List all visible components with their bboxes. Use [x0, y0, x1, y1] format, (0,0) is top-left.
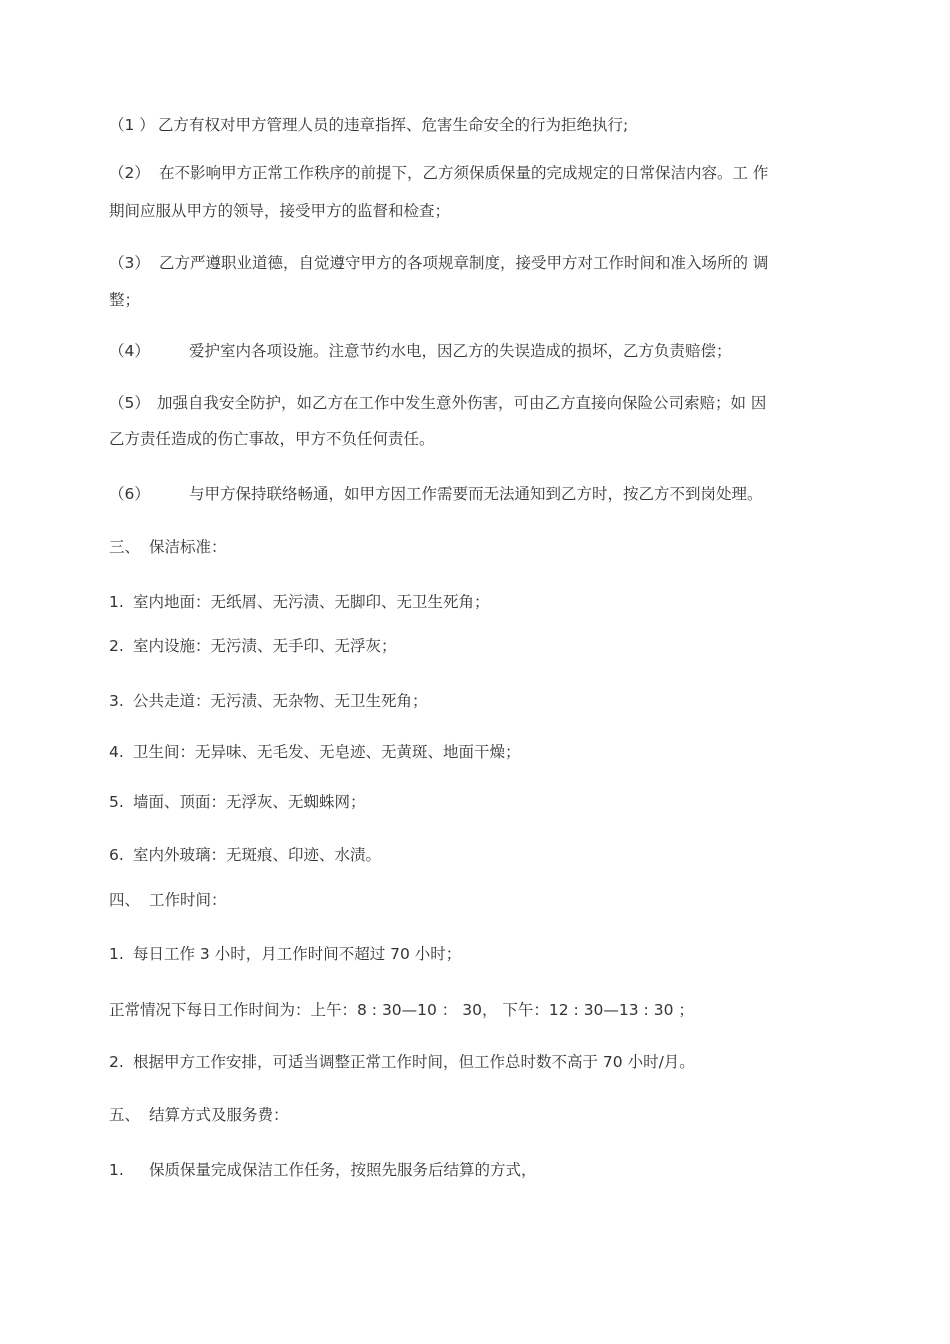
schedule-line: [109, 1000, 839, 1020]
section-number: 四、: [109, 891, 141, 909]
item-number: 1.: [109, 1161, 124, 1179]
item-number: 3.: [109, 692, 124, 710]
clause-text: 乙方责任造成的伤亡事故，甲方不负任何责任。: [109, 430, 435, 448]
clause-text: 与甲方保持联络畅通，如甲方因工作需要而无法通知到乙方时，按乙方不到岗处理。: [189, 485, 763, 503]
section-number: 五、: [109, 1106, 141, 1124]
section-title: 工作时间：: [149, 891, 227, 909]
clause-text: 乙方严遵职业道德，自觉遵守甲方的各项规章制度，接受甲方对工作时间和准入场所的 调: [159, 254, 769, 272]
clause-number: （3）: [109, 254, 150, 272]
clause-line: [109, 393, 839, 413]
clause-line: [109, 163, 839, 183]
item-text: 根据甲方工作安排，可适当调整正常工作时间，但工作总时数不高于 70 小时/月。: [133, 1053, 695, 1071]
clause-text: 整；: [109, 291, 141, 309]
item-number: 6.: [109, 846, 124, 864]
item-number: 4.: [109, 743, 124, 761]
item-text: 公共走道：无污渍、无杂物、无卫生死角；: [133, 692, 428, 710]
schedule-text: 正常情况下每日工作时间为：上午：8 : 30—10 ： 30， 下午：12 : 30—13 : 30 ；: [109, 1001, 694, 1019]
section-heading: [109, 890, 839, 910]
clause-text: 乙方有权对甲方管理人员的违章指挥、危害生命安全的行为拒绝执行;: [158, 116, 629, 134]
item-number: 5.: [109, 793, 124, 811]
clause-text: 期间应服从甲方的领导，接受甲方的监督和检查；: [109, 202, 451, 220]
list-item: [109, 944, 839, 964]
item-number: 1.: [109, 593, 124, 611]
clause-text: 爱护室内各项设施。注意节约水电，因乙方的失误造成的损坏，乙方负责赔偿；: [189, 342, 732, 360]
list-item: [109, 845, 839, 865]
clause-line: [109, 341, 839, 361]
item-number: 2.: [109, 1053, 124, 1071]
item-text: 室内外玻璃：无斑痕、印迹、水渍。: [133, 846, 382, 864]
clause-number: （5）: [109, 394, 150, 412]
item-text: 墙面、顶面：无浮灰、无蜘蛛网；: [133, 793, 366, 811]
item-text: 每日工作 3 小时，月工作时间不超过 70 小时；: [133, 945, 462, 963]
clause-line: [109, 201, 839, 221]
clause-line: [109, 429, 839, 449]
clause-number: （2）: [109, 164, 150, 182]
section-title: 结算方式及服务费：: [149, 1106, 289, 1124]
section-heading: [109, 1105, 839, 1125]
list-item: [109, 592, 839, 612]
list-item: [109, 742, 839, 762]
item-text: 保质保量完成保洁工作任务，按照先服务后结算的方式，: [149, 1161, 537, 1179]
clause-line: [109, 484, 839, 504]
clause-number: （1 ）: [109, 116, 155, 134]
clause-line: [109, 290, 839, 310]
section-title: 保洁标准：: [149, 538, 227, 556]
item-number: 2.: [109, 637, 124, 655]
clause-text: 加强自我安全防护，如乙方在工作中发生意外伤害，可由乙方直接向保险公司索赔；如 因: [157, 394, 767, 412]
clause-number: （6）: [109, 485, 150, 503]
item-number: 1.: [109, 945, 124, 963]
section-number: 三、: [109, 538, 141, 556]
list-item: [109, 691, 839, 711]
list-item: [109, 792, 839, 812]
list-item: [109, 1052, 839, 1072]
clause-text: 在不影响甲方正常工作秩序的前提下，乙方须保质保量的完成规定的日常保洁内容。工 作: [159, 164, 769, 182]
section-heading: [109, 537, 839, 557]
item-text: 室内设施：无污渍、无手印、无浮灰；: [133, 637, 397, 655]
clause-line: [109, 253, 839, 273]
list-item: [109, 636, 839, 656]
clause-line: [109, 115, 839, 135]
item-text: 卫生间：无异味、无毛发、无皂迹、无黄斑、地面干燥；: [133, 743, 521, 761]
item-text: 室内地面：无纸屑、无污渍、无脚印、无卫生死角；: [133, 593, 490, 611]
clause-number: （4）: [109, 342, 150, 360]
list-item: [109, 1160, 839, 1180]
